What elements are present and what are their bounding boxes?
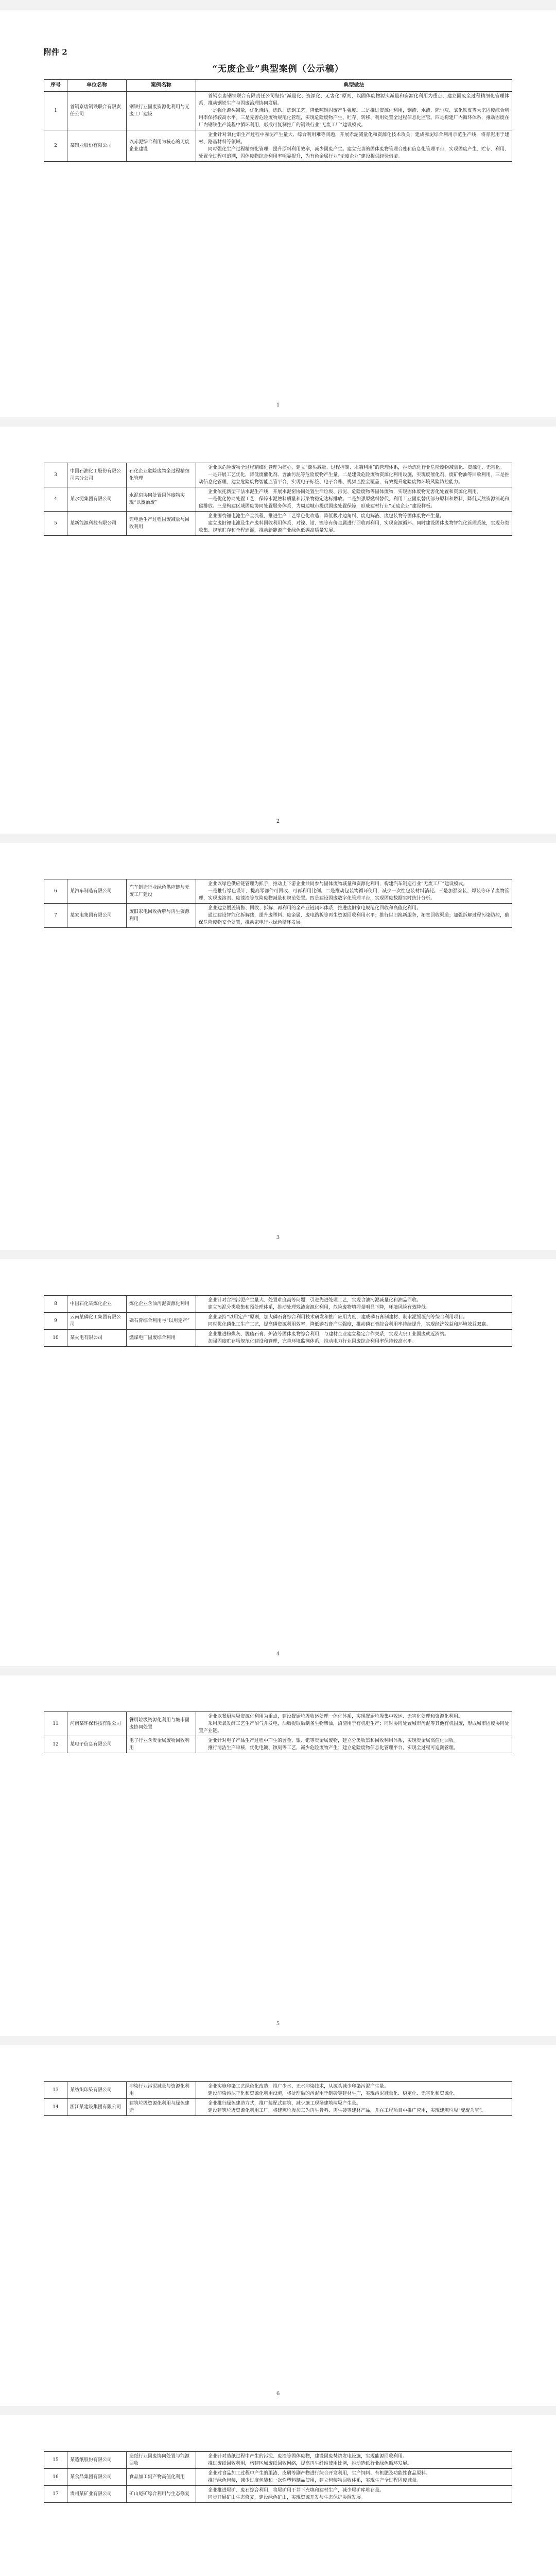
- case-name: 燃煤电厂固废综合利用: [127, 1330, 196, 1347]
- typical-practice: [196, 904, 512, 928]
- case-index: 11: [44, 1712, 67, 1736]
- practice-paragraph: 首钢京唐钢铁联合有限责任公司坚持“减量化、资源化、无害化”原则，以固体废物源头减量和资源化利用为重点，建立固废全过程精细化管理体系，推动钢铁生产与固废治理协同发展。: [199, 94, 509, 106]
- page-content: [44, 1711, 512, 1753]
- unit-name: 某电子信息有限公司: [67, 1736, 127, 1753]
- typical-practice: [196, 512, 512, 536]
- typical-practice: [196, 1296, 512, 1313]
- practice-paragraph: 企业以餐厨垃圾资源化利用为重点，建设餐厨垃圾收运处理一体化体系，实现餐厨垃圾集中收运、无害化处理和资源化利用。: [208, 1714, 463, 1719]
- practice-paragraph: 建立废旧锂电池及生产废料回收利用体系，对镍、钴、锂等有价金属进行回收再利用，实现资源循环。同时建设固体废物智能化管理系统，实现分类收集、规范贮存和全程追溯，推动新能源产业绿色低碳高质量发展。: [199, 521, 510, 533]
- page-content: [44, 46, 512, 162]
- case-index: 6: [44, 879, 67, 904]
- practice-paragraph: 同时优化磷化工生产工艺，提高磷资源利用效率，降低磷石膏产生强度，推动磷石膏综合利用率持续提升，实现经济效益和环境效益双赢。: [208, 1322, 491, 1327]
- cases-table: [44, 879, 512, 928]
- practice-paragraph: 一是开展工艺优化，降低废催化剂、含油污泥等危险废物产生量。二是建设危险废物资源化利用设施，实现废催化剂、废矿物油等回收利用。三是推动信息化管理，建立危险废物智能监管平台，实现电子标签、电子台账、视频监控全覆盖，有效提升危险废物环境风险防控能力。: [199, 472, 510, 485]
- cases-table: [44, 79, 512, 162]
- typical-practice: [196, 487, 512, 512]
- table-row: [44, 130, 512, 162]
- case-name: 废旧家电回收拆解与再生资源利用: [127, 904, 196, 928]
- practice-paragraph: 企业针对电子产品生产过程中产生的含金、银、钯等贵金属废物，建立分类收集和回收利用体系，实现贵金属高值化回收。: [208, 1738, 459, 1743]
- page-number: 1: [276, 402, 280, 408]
- document-title: “无废企业”典型案例（公示稿）: [212, 64, 344, 74]
- unit-name: 某火电有限公司: [67, 1330, 127, 1347]
- unit-name: 贵州某矿业有限公司: [67, 2486, 127, 2503]
- cases-table: [44, 1711, 512, 1753]
- practice-paragraph: 建立污泥分类收集和预处理体系，推动处理残渣资源化利用，危险废物填埋量明显下降，环境风险有效降低。: [208, 1305, 431, 1310]
- case-index: 12: [44, 1736, 67, 1753]
- cases-table: [44, 1295, 512, 1347]
- case-index: 15: [44, 2452, 67, 2469]
- practice-paragraph: 企业针对含油污泥产生量大、处置难度高等问题，引进先进处理工艺，实现含油污泥减量化和油品回收。: [208, 1298, 422, 1303]
- unit-name: 某水泥集团有限公司: [67, 487, 127, 512]
- practice-paragraph: 加强固废贮存场规范化建设和管理，完善环境监测体系，推动电力行业固废综合利用率保持较高水平。: [208, 1339, 417, 1344]
- header-unit: 单位名称: [67, 80, 127, 92]
- page-content: [44, 2451, 512, 2503]
- case-index: 8: [44, 1296, 67, 1313]
- case-name: 石化企业危险废物全过程精细化管理: [127, 463, 196, 487]
- case-index: 17: [44, 2486, 67, 2503]
- unit-name: 某家电集团有限公司: [67, 904, 127, 928]
- typical-practice: [196, 2452, 512, 2469]
- practice-paragraph: 一是优化协同处置工艺，保障水泥熟料质量和污染物稳定达标排放。二是加强原燃料替代，利用工业固废替代部分原料和燃料，降低天然资源消耗和碳排放。三是构建区域固废协同处置服务体系，为周边城市提供固废处置保障，形成建材行业“无废企业”建设样板。: [199, 497, 510, 509]
- table-row: [44, 1330, 512, 1347]
- unit-name: 中国石化某炼化企业: [67, 1296, 127, 1313]
- table-row: [44, 1736, 512, 1753]
- case-index: 3: [44, 463, 67, 487]
- table-row: [44, 2486, 512, 2503]
- table-row: [44, 904, 512, 928]
- typical-practice: [196, 2469, 512, 2486]
- typical-practice: [196, 2099, 512, 2116]
- document-page: [0, 10, 556, 417]
- document-page: [0, 1675, 556, 2036]
- practice-paragraph: 企业实施印染工艺绿色化改造，推广少水、无水印染技术，从源头减少印染污泥产生量。: [208, 2084, 389, 2089]
- case-name: 炼化企业含油污泥资源化利用: [127, 1296, 196, 1313]
- practice-paragraph: 企业推行绿色建造方式，推广装配式建筑，减少施工现场建筑垃圾产生量。: [208, 2101, 361, 2106]
- case-index: 14: [44, 2099, 67, 2116]
- header-case: 案例名称: [127, 80, 196, 92]
- case-name: 以赤泥综合利用为核心的无废企业建设: [127, 130, 196, 162]
- document-page: [0, 2045, 556, 2406]
- case-name: 钢铁行业固废资源化利用与无废工厂建设: [127, 92, 196, 130]
- typical-practice: [196, 1736, 512, 1753]
- table-row: [44, 1712, 512, 1736]
- page-number: 5: [276, 2021, 280, 2027]
- typical-practice: [196, 879, 512, 904]
- document-page: [0, 843, 556, 1250]
- unit-name: 某汽车制造有限公司: [67, 879, 127, 904]
- case-name: 电子行业含贵金属废物回收利用: [127, 1736, 196, 1753]
- case-name: 食品加工副产物高值化利用: [127, 2469, 196, 2486]
- practice-paragraph: 一是推行绿色设计，提高零部件可回收、可再利用比例。二是推动包装物循环使用，减少一次性包装材料消耗。三是加强涂装、焊装等环节废物管理，实现废溶剂、废漆渣等危险废物减量和规范处置。四是建设固废数字化管理平台，实现固废数据实时统计分析。: [199, 889, 509, 901]
- practice-paragraph: 企业以危险废物全过程精细化管理为核心，建立“源头减量、过程控制、末端利用”的管理体系，推动炼化行业危险废物减量化、资源化、无害化。: [208, 465, 505, 470]
- case-name: 磷石膏综合利用与“以用定产”: [127, 1313, 196, 1330]
- document-page: [0, 2415, 556, 2576]
- practice-paragraph: 企业对食品加工过程中产生的果渣、皮屑等副产物进行综合开发利用，生产饲料、有机肥及功能性食品原料。: [208, 2471, 431, 2476]
- case-name: 锂电池生产过程固废减量与回收利用: [127, 512, 196, 536]
- cases-table: [44, 2451, 512, 2503]
- case-index: 4: [44, 487, 67, 512]
- case-index: 16: [44, 2469, 67, 2486]
- practice-paragraph: 企业推进尾矿、废石综合利用，将尾矿用于井下充填和建材生产，减少尾矿库堆存量。: [208, 2488, 385, 2493]
- table-row: [44, 2469, 512, 2486]
- typical-practice: [196, 1313, 512, 1330]
- typical-practice: [196, 2082, 512, 2099]
- case-index: 7: [44, 904, 67, 928]
- page-content: [44, 463, 512, 536]
- practice-paragraph: 企业坚持“以用定产”原则，加大磷石膏综合利用技术研发和推广应用力度，建成磷石膏制建材、制水泥缓凝剂等综合利用项目。: [208, 1315, 468, 1320]
- practice-paragraph: 企业建立覆盖销售、回收、拆解、再利用的全产业链闭环体系，推进废旧家电规范化回收和高值化利用。: [208, 906, 422, 911]
- table-row: [44, 487, 512, 512]
- header-desc: 典型做法: [196, 80, 512, 92]
- attachment-label: 附件 2: [44, 47, 67, 57]
- unit-name: 某新能源科技有限公司: [67, 512, 127, 536]
- practice-paragraph: 企业推进粉煤灰、脱硫石膏、炉渣等固体废物综合利用，与建材企业建立稳定合作关系，实现大宗工业固废就近消纳。: [208, 1332, 449, 1337]
- typical-practice: [196, 92, 512, 130]
- unit-name: 浙江某建设集团有限公司: [67, 2099, 127, 2116]
- table-row: [44, 2099, 512, 2116]
- header-index: 序号: [44, 80, 67, 92]
- practice-paragraph: 同时强化生产过程精细化管理，提升原料利用效率，减少固废产生。建立完善的固体废物管理台账和信息化管理平台，实现固废产生、贮存、利用、处置全过程可追溯，固体废物综合利用率明显提升，为有色金属行业“无废企业”建设提供经验借鉴。: [199, 147, 510, 159]
- case-index: 10: [44, 1330, 67, 1347]
- typical-practice: [196, 2486, 512, 2503]
- table-row: [44, 2082, 512, 2099]
- practice-paragraph: 推行绿色包装，减少过度包装和一次性塑料制品使用，建立包装物回收体系，实现生产全过程固废减量。: [208, 2478, 422, 2483]
- page-content: [44, 879, 512, 928]
- document-page: [0, 1259, 556, 1666]
- page-number: 2: [276, 819, 280, 824]
- case-index: 13: [44, 2082, 67, 2099]
- case-name: 建筑垃圾资源化利用与绿色建造: [127, 2099, 196, 2116]
- practice-paragraph: 企业围绕锂电池生产全流程，推进生产工艺绿色化改造，降低极片边角料、废电解液、废包装物等固体废物产生量。: [208, 514, 445, 519]
- practice-paragraph: 推行清洁生产审核，优化电镀、蚀刻等工艺，减少危险废物产生；建立危险废物信息化管理平台，实现全过程可追溯管理。: [208, 1745, 459, 1751]
- typical-practice: [196, 1712, 512, 1736]
- case-index: 9: [44, 1313, 67, 1330]
- table-header-row: [44, 80, 512, 92]
- table-row: [44, 2452, 512, 2469]
- practice-paragraph: 建设建筑垃圾资源化利用工厂，将建筑垃圾加工为再生骨料、再生砖等建材产品，并在工程项目中推广应用，实现建筑垃圾“变废为宝”。: [208, 2108, 486, 2113]
- case-name: 餐厨垃圾资源化利用与城市固废协同处置: [127, 1712, 196, 1736]
- case-name: 汽车制造行业绿色供应链与无废工厂建设: [127, 879, 196, 904]
- case-index: 2: [44, 130, 67, 162]
- practice-paragraph: 采用厌氧发酵工艺生产沼气并发电，油脂提取后制备生物柴油，沼渣用于有机肥生产；同时协同处置城市污泥等其他有机固废，形成城市固废协同处置产业链。: [199, 1721, 510, 1734]
- case-name: 水泥窑协同处置固体废物实现“以废治废”: [127, 487, 196, 512]
- unit-name: 某造纸股份有限公司: [67, 2452, 127, 2469]
- table-row: [44, 1313, 512, 1330]
- unit-name: 某食品集团有限公司: [67, 2469, 127, 2486]
- practice-paragraph: 通过建设智能化拆解线，提升废塑料、废金属、废电路板等再生资源回收利用水平；推行以旧换新服务，拓宽回收渠道；加强拆解过程污染防控，确保危险废物安全处置，推动家电行业绿色循环发展。: [199, 913, 510, 925]
- practice-paragraph: 企业以绿色供应链管理为抓手，推动上下游企业共同参与固体废物减量和资源化利用，构建汽车制造行业“无废工厂”建设模式。: [208, 882, 468, 887]
- typical-practice: [196, 130, 512, 162]
- case-name: 矿山尾矿综合利用与生态修复: [127, 2486, 196, 2503]
- unit-name: 某铝业股份有限公司: [67, 130, 127, 162]
- practice-paragraph: 企业针对造纸过程中产生的污泥、废渣等固体废物，建设固废焚烧发电设施，实现能源回收利用。: [208, 2454, 408, 2459]
- practice-paragraph: 一是强化源头减量，优化烧结、炼铁、炼钢工艺，降低吨钢固废产生强度。二是推进资源化利用，钢渣、水渣、除尘灰、氧化铁皮等大宗固废综合利用率保持较高水平。三是完善危险废物规范化管理，实现危险废物产生、贮存、转移、利用处置全过程信息化监管。四是构建厂内循环体系，推动固废在厂内钢铁生产流程中循环利用，形成可复制推广的钢铁行业“无废工厂”建设模式。: [199, 108, 510, 128]
- practice-paragraph: 企业依托新型干法水泥生产线，开展水泥窑协同处置生活垃圾、污泥、危险废物等固体废物，实现固体废物无害化处置和资源化利用。: [208, 489, 482, 495]
- cases-table: [44, 463, 512, 536]
- page-content: [44, 1295, 512, 1347]
- practice-paragraph: 推进废纸回收利用，构建区域废纸回收网络，提高再生纤维使用比例，推动造纸行业绿色循环发展。: [208, 2461, 412, 2466]
- case-index: 5: [44, 512, 67, 536]
- typical-practice: [196, 463, 512, 487]
- table-row: [44, 463, 512, 487]
- case-index: 1: [44, 92, 67, 130]
- typical-practice: [196, 1330, 512, 1347]
- table-row: [44, 1296, 512, 1313]
- table-row: [44, 879, 512, 904]
- case-name: 造纸行业固废协同处置与能源回收: [127, 2452, 196, 2469]
- unit-name: 云南某磷化工集团有限公司: [67, 1313, 127, 1330]
- unit-name: 河南某环保科技有限公司: [67, 1712, 127, 1736]
- case-name: 印染行业污泥减量与资源化利用: [127, 2082, 196, 2099]
- table-row: [44, 512, 512, 536]
- table-row: [44, 92, 512, 130]
- practice-paragraph: 同步开展矿山生态修复，建设绿色矿山，实现资源开发与生态保护协调发展。: [208, 2495, 366, 2500]
- page-content: [44, 2081, 512, 2116]
- unit-name: 中国石油化工股份有限公司某分公司: [67, 463, 127, 487]
- page-number: 4: [276, 1651, 280, 1657]
- page-number: 6: [276, 2391, 280, 2397]
- cases-table: [44, 2081, 512, 2116]
- unit-name: 某纺织印染有限公司: [67, 2082, 127, 2099]
- practice-paragraph: 建设印染污泥干化和资源化利用设施，将处理后的污泥用于制砖等建材生产，实现污泥减量化、稳定化、无害化和资源化。: [208, 2091, 459, 2096]
- practice-paragraph: 企业针对氧化铝生产过程中赤泥产生量大、综合利用难等问题，开展赤泥减量化和资源化技术攻关，建成赤泥综合利用示范生产线，将赤泥用于建材、路基材料等领域。: [199, 132, 509, 145]
- document-page: [0, 427, 556, 834]
- unit-name: 首钢京唐钢铁联合有限责任公司: [67, 92, 127, 130]
- page-number: 3: [276, 1235, 280, 1241]
